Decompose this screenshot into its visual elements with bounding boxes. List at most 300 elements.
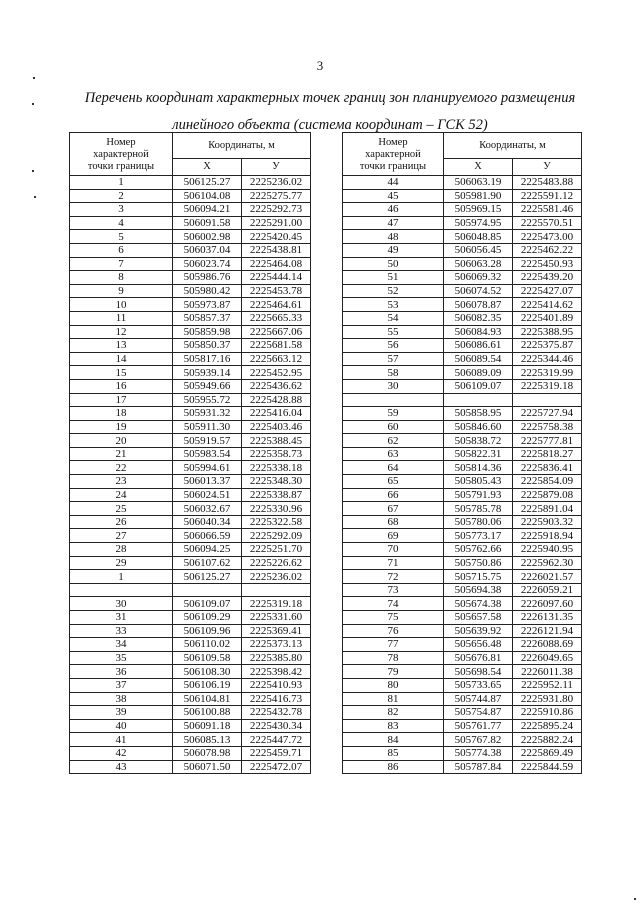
table-row — [70, 311, 311, 325]
coord-y: 2225236.02 — [242, 570, 311, 584]
coord-x: 505674.38 — [444, 597, 513, 611]
table-row — [343, 515, 582, 529]
coord-y: 2225895.24 — [513, 719, 582, 733]
coord-y — [513, 393, 582, 407]
point-number: 43 — [70, 760, 173, 774]
table-row — [343, 339, 582, 353]
coord-x: 505656.48 — [444, 638, 513, 652]
point-number: 50 — [343, 257, 444, 271]
coord-y: 2225420.45 — [242, 230, 311, 244]
table-row — [70, 475, 311, 489]
coord-y: 2225663.12 — [242, 352, 311, 366]
point-number: 71 — [343, 556, 444, 570]
point-number: 82 — [343, 706, 444, 720]
header-point-number — [343, 133, 444, 176]
point-number: 57 — [343, 352, 444, 366]
table-row — [70, 407, 311, 421]
coord-x: 505639.92 — [444, 624, 513, 638]
coord-y: 2225882.24 — [513, 733, 582, 747]
coord-y: 2225727.94 — [513, 407, 582, 421]
table-row — [70, 543, 311, 557]
table-row — [343, 447, 582, 461]
table-row — [70, 719, 311, 733]
coord-y: 2226088.69 — [513, 638, 582, 652]
point-number: 14 — [70, 352, 173, 366]
table-row — [70, 216, 311, 230]
point-number: 33 — [70, 624, 173, 638]
coord-x: 506125.27 — [173, 570, 242, 584]
coord-x: 505850.37 — [173, 339, 242, 353]
point-number: 63 — [343, 447, 444, 461]
point-number: 79 — [343, 665, 444, 679]
table-row — [343, 597, 582, 611]
coord-y — [242, 583, 311, 597]
point-number: 23 — [70, 475, 173, 489]
coord-y: 2225918.94 — [513, 529, 582, 543]
coord-y: 2225319.99 — [513, 366, 582, 380]
coord-y: 2225338.18 — [242, 461, 311, 475]
coord-y: 2225910.86 — [513, 706, 582, 720]
coord-x: 505911.30 — [173, 420, 242, 434]
coord-x: 506013.37 — [173, 475, 242, 489]
coord-x: 505931.32 — [173, 407, 242, 421]
table-row — [70, 257, 311, 271]
coord-x: 506107.62 — [173, 556, 242, 570]
coord-x: 505767.82 — [444, 733, 513, 747]
point-number: 78 — [343, 651, 444, 665]
point-number: 68 — [343, 515, 444, 529]
table-row — [343, 543, 582, 557]
coord-x: 505787.84 — [444, 760, 513, 774]
coord-x: 506125.27 — [173, 176, 242, 190]
header-number-line: точки границы — [87, 161, 155, 172]
coord-y: 2225952.11 — [513, 678, 582, 692]
point-number: 27 — [70, 529, 173, 543]
table-row — [70, 203, 311, 217]
point-number: 18 — [70, 407, 173, 421]
coord-y: 2225348.30 — [242, 475, 311, 489]
coord-y: 2225398.42 — [242, 665, 311, 679]
coord-x: 506037.04 — [173, 243, 242, 257]
coord-x: 506078.87 — [444, 298, 513, 312]
coord-x: 506104.08 — [173, 189, 242, 203]
table-row — [70, 502, 311, 516]
coord-x: 506069.32 — [444, 271, 513, 285]
coord-x: 506106.19 — [173, 678, 242, 692]
table-row — [70, 434, 311, 448]
coord-y: 2225464.61 — [242, 298, 311, 312]
coord-x: 505980.42 — [173, 284, 242, 298]
coord-x: 505986.76 — [173, 271, 242, 285]
coord-x: 506108.30 — [173, 665, 242, 679]
point-number: 2 — [70, 189, 173, 203]
point-number: 21 — [70, 447, 173, 461]
table-row — [70, 733, 311, 747]
coord-y: 2225591.12 — [513, 189, 582, 203]
table-row — [70, 706, 311, 720]
table-row — [343, 583, 582, 597]
point-number: 38 — [70, 692, 173, 706]
coord-x: 506066.59 — [173, 529, 242, 543]
coord-x: 505969.15 — [444, 203, 513, 217]
title-line-1: Перечень координат характерных точек границ зон планируемого размещения — [84, 90, 576, 106]
coord-x: 505858.95 — [444, 407, 513, 421]
coord-x: 506091.18 — [173, 719, 242, 733]
point-number: 15 — [70, 366, 173, 380]
table-row — [343, 733, 582, 747]
coord-x: 505857.37 — [173, 311, 242, 325]
point-number: 51 — [343, 271, 444, 285]
point-number: 8 — [70, 271, 173, 285]
coord-y: 2225869.49 — [513, 746, 582, 760]
table-row — [70, 624, 311, 638]
coord-y: 2225369.41 — [242, 624, 311, 638]
margin-mark — [32, 103, 34, 105]
coord-x — [173, 583, 242, 597]
table-row — [343, 746, 582, 760]
coord-y: 2225292.09 — [242, 529, 311, 543]
table-row — [70, 760, 311, 774]
coord-y: 2225416.04 — [242, 407, 311, 421]
coord-y: 2225330.96 — [242, 502, 311, 516]
coord-y: 2225453.78 — [242, 284, 311, 298]
header-coordinates: Координаты, м — [444, 133, 582, 159]
coord-x: 505973.87 — [173, 298, 242, 312]
table-row — [343, 461, 582, 475]
coord-y: 2225226.62 — [242, 556, 311, 570]
point-number: 49 — [343, 243, 444, 257]
coord-y: 2225373.13 — [242, 638, 311, 652]
coord-y: 2225447.72 — [242, 733, 311, 747]
point-number: 1 — [70, 176, 173, 190]
coord-y: 2226059.21 — [513, 583, 582, 597]
coord-y: 2225438.81 — [242, 243, 311, 257]
coord-x: 506023.74 — [173, 257, 242, 271]
point-number: 11 — [70, 311, 173, 325]
coord-x: 506063.28 — [444, 257, 513, 271]
point-number: 20 — [70, 434, 173, 448]
coord-x: 506040.34 — [173, 515, 242, 529]
table-row — [70, 243, 311, 257]
coord-x: 505846.60 — [444, 420, 513, 434]
coord-y: 2225891.04 — [513, 502, 582, 516]
coord-y: 2225667.06 — [242, 325, 311, 339]
table-row — [70, 284, 311, 298]
coord-y: 2225388.45 — [242, 434, 311, 448]
coord-x: 505859.98 — [173, 325, 242, 339]
point-number: 66 — [343, 488, 444, 502]
table-row — [70, 176, 311, 190]
point-number: 30 — [70, 597, 173, 611]
coord-y: 2225665.33 — [242, 311, 311, 325]
coord-x: 505949.66 — [173, 379, 242, 393]
coord-x: 505744.87 — [444, 692, 513, 706]
table-row — [343, 189, 582, 203]
point-number: 53 — [343, 298, 444, 312]
table-row — [343, 352, 582, 366]
point-number: 10 — [70, 298, 173, 312]
point-number: 77 — [343, 638, 444, 652]
coord-y: 2225940.95 — [513, 543, 582, 557]
coord-x: 506063.19 — [444, 176, 513, 190]
table-row — [70, 651, 311, 665]
coord-y: 2225570.51 — [513, 216, 582, 230]
point-number: 84 — [343, 733, 444, 747]
coord-y: 2225879.08 — [513, 488, 582, 502]
table-row — [70, 379, 311, 393]
coord-y: 2225388.95 — [513, 325, 582, 339]
table-row — [70, 583, 311, 597]
point-number: 37 — [70, 678, 173, 692]
table-row — [70, 678, 311, 692]
table-row — [343, 420, 582, 434]
coord-x: 505762.66 — [444, 543, 513, 557]
coord-x: 505817.16 — [173, 352, 242, 366]
point-number: 3 — [70, 203, 173, 217]
coordinates-table-left — [69, 132, 311, 774]
margin-mark — [32, 170, 34, 172]
coord-y: 2225903.32 — [513, 515, 582, 529]
point-number: 44 — [343, 176, 444, 190]
coord-x: 506074.52 — [444, 284, 513, 298]
table-row — [70, 665, 311, 679]
header-number-line: Номер — [106, 137, 136, 148]
coord-x: 506089.09 — [444, 366, 513, 380]
coord-y: 2225292.73 — [242, 203, 311, 217]
table-row — [70, 570, 311, 584]
point-number: 55 — [343, 325, 444, 339]
coord-x: 505761.77 — [444, 719, 513, 733]
table-row — [343, 325, 582, 339]
coord-y: 2225483.88 — [513, 176, 582, 190]
point-number: 65 — [343, 475, 444, 489]
table-row — [70, 597, 311, 611]
point-number: 72 — [343, 570, 444, 584]
table-row — [343, 298, 582, 312]
table-row — [70, 611, 311, 625]
table-row — [343, 529, 582, 543]
table-row — [343, 284, 582, 298]
coord-y: 2225275.77 — [242, 189, 311, 203]
point-number: 64 — [343, 461, 444, 475]
table-row — [343, 366, 582, 380]
coord-x: 505750.86 — [444, 556, 513, 570]
coord-x: 506109.07 — [173, 597, 242, 611]
point-number: 28 — [70, 543, 173, 557]
coord-y: 2225472.07 — [242, 760, 311, 774]
coord-y: 2225681.58 — [242, 339, 311, 353]
coord-x: 506085.13 — [173, 733, 242, 747]
table-row — [70, 638, 311, 652]
table-row — [343, 216, 582, 230]
coord-y: 2225462.22 — [513, 243, 582, 257]
table-row — [70, 230, 311, 244]
coord-y: 2225385.80 — [242, 651, 311, 665]
coord-y: 2225452.95 — [242, 366, 311, 380]
coord-y: 2225854.09 — [513, 475, 582, 489]
coord-y: 2225414.62 — [513, 298, 582, 312]
coordinates-table-right — [342, 132, 582, 774]
coord-x: 506082.35 — [444, 311, 513, 325]
coord-y: 2225416.73 — [242, 692, 311, 706]
point-number: 52 — [343, 284, 444, 298]
table-row — [70, 746, 311, 760]
table-row — [70, 488, 311, 502]
coord-y: 2225436.62 — [242, 379, 311, 393]
point-number: 60 — [343, 420, 444, 434]
header-point-number — [70, 133, 173, 176]
point-number: 74 — [343, 597, 444, 611]
point-number: 40 — [70, 719, 173, 733]
table-row — [343, 230, 582, 244]
table-row — [70, 325, 311, 339]
point-number: 19 — [70, 420, 173, 434]
table-row — [70, 515, 311, 529]
point-number: 59 — [343, 407, 444, 421]
coord-y: 2226097.60 — [513, 597, 582, 611]
table-row — [343, 176, 582, 190]
coord-x: 506091.58 — [173, 216, 242, 230]
point-number — [70, 583, 173, 597]
coord-x: 506109.29 — [173, 611, 242, 625]
coord-y: 2225344.46 — [513, 352, 582, 366]
coord-x: 505715.75 — [444, 570, 513, 584]
table-row — [343, 638, 582, 652]
table-row — [343, 665, 582, 679]
point-number: 80 — [343, 678, 444, 692]
coord-x: 506048.85 — [444, 230, 513, 244]
coord-y: 2225931.80 — [513, 692, 582, 706]
point-number: 24 — [70, 488, 173, 502]
point-number: 5 — [70, 230, 173, 244]
table-row — [343, 203, 582, 217]
table-row — [343, 719, 582, 733]
coord-x: 505822.31 — [444, 447, 513, 461]
coord-y: 2225450.93 — [513, 257, 582, 271]
coord-x: 506089.54 — [444, 352, 513, 366]
coord-y: 2225375.87 — [513, 339, 582, 353]
point-number: 30 — [343, 379, 444, 393]
table-row — [343, 407, 582, 421]
coord-y: 2225444.14 — [242, 271, 311, 285]
table-row — [343, 556, 582, 570]
coord-x: 505774.38 — [444, 746, 513, 760]
point-number: 45 — [343, 189, 444, 203]
coord-x: 506024.51 — [173, 488, 242, 502]
coord-x: 505983.54 — [173, 447, 242, 461]
point-number: 81 — [343, 692, 444, 706]
point-number: 47 — [343, 216, 444, 230]
coord-x: 506094.21 — [173, 203, 242, 217]
point-number: 67 — [343, 502, 444, 516]
table-row — [343, 678, 582, 692]
point-number: 6 — [70, 243, 173, 257]
coord-x: 506094.25 — [173, 543, 242, 557]
coord-x: 505791.93 — [444, 488, 513, 502]
coord-y: 2225403.46 — [242, 420, 311, 434]
header-coordinates: Координаты, м — [173, 133, 311, 159]
table-row — [343, 257, 582, 271]
header-number-line: характерной — [365, 149, 421, 160]
coord-x: 506084.93 — [444, 325, 513, 339]
table-row — [70, 692, 311, 706]
coord-y: 2225251.70 — [242, 543, 311, 557]
table-row — [70, 556, 311, 570]
table-row — [70, 298, 311, 312]
header-number-line: характерной — [93, 149, 149, 160]
coord-x: 506109.96 — [173, 624, 242, 638]
coord-y: 2225432.78 — [242, 706, 311, 720]
point-number: 29 — [70, 556, 173, 570]
header-x: Х — [173, 159, 242, 176]
point-number: 12 — [70, 325, 173, 339]
header-x: Х — [444, 159, 513, 176]
table-row — [343, 570, 582, 584]
header-number-line: Номер — [378, 137, 408, 148]
document-title — [60, 85, 600, 139]
coord-x: 505805.43 — [444, 475, 513, 489]
point-number: 34 — [70, 638, 173, 652]
point-number: 56 — [343, 339, 444, 353]
coord-y: 2225430.34 — [242, 719, 311, 733]
coord-x: 505733.65 — [444, 678, 513, 692]
point-number: 86 — [343, 760, 444, 774]
table-row — [343, 271, 582, 285]
coord-y: 2226131.35 — [513, 611, 582, 625]
point-number: 83 — [343, 719, 444, 733]
point-number: 22 — [70, 461, 173, 475]
point-number: 85 — [343, 746, 444, 760]
table-row — [343, 502, 582, 516]
coord-y: 2225428.88 — [242, 393, 311, 407]
coord-x: 506110.02 — [173, 638, 242, 652]
coord-x: 506071.50 — [173, 760, 242, 774]
coord-y: 2225581.46 — [513, 203, 582, 217]
coord-x: 506104.81 — [173, 692, 242, 706]
coord-x: 505994.61 — [173, 461, 242, 475]
title-line-2: линейного объекта (система координат – ГСК 52) — [172, 117, 488, 133]
coord-y: 2225410.93 — [242, 678, 311, 692]
point-number: 17 — [70, 393, 173, 407]
point-number: 16 — [70, 379, 173, 393]
margin-mark — [34, 196, 36, 198]
coord-y: 2225319.18 — [242, 597, 311, 611]
table-row — [343, 624, 582, 638]
coord-y: 2225331.60 — [242, 611, 311, 625]
point-number: 42 — [70, 746, 173, 760]
table-row — [70, 339, 311, 353]
coord-x: 506100.88 — [173, 706, 242, 720]
header-y: У — [513, 159, 582, 176]
point-number: 4 — [70, 216, 173, 230]
point-number: 9 — [70, 284, 173, 298]
coord-x: 506109.58 — [173, 651, 242, 665]
point-number: 75 — [343, 611, 444, 625]
table-row — [70, 447, 311, 461]
coord-x: 505754.87 — [444, 706, 513, 720]
point-number: 26 — [70, 515, 173, 529]
point-number: 76 — [343, 624, 444, 638]
coord-y: 2225962.30 — [513, 556, 582, 570]
point-number: 69 — [343, 529, 444, 543]
coord-x: 505785.78 — [444, 502, 513, 516]
coord-y: 2225464.08 — [242, 257, 311, 271]
coord-y: 2226121.94 — [513, 624, 582, 638]
coord-x: 505773.17 — [444, 529, 513, 543]
coord-x: 506078.98 — [173, 746, 242, 760]
coord-y: 2225358.73 — [242, 447, 311, 461]
table-row — [70, 461, 311, 475]
